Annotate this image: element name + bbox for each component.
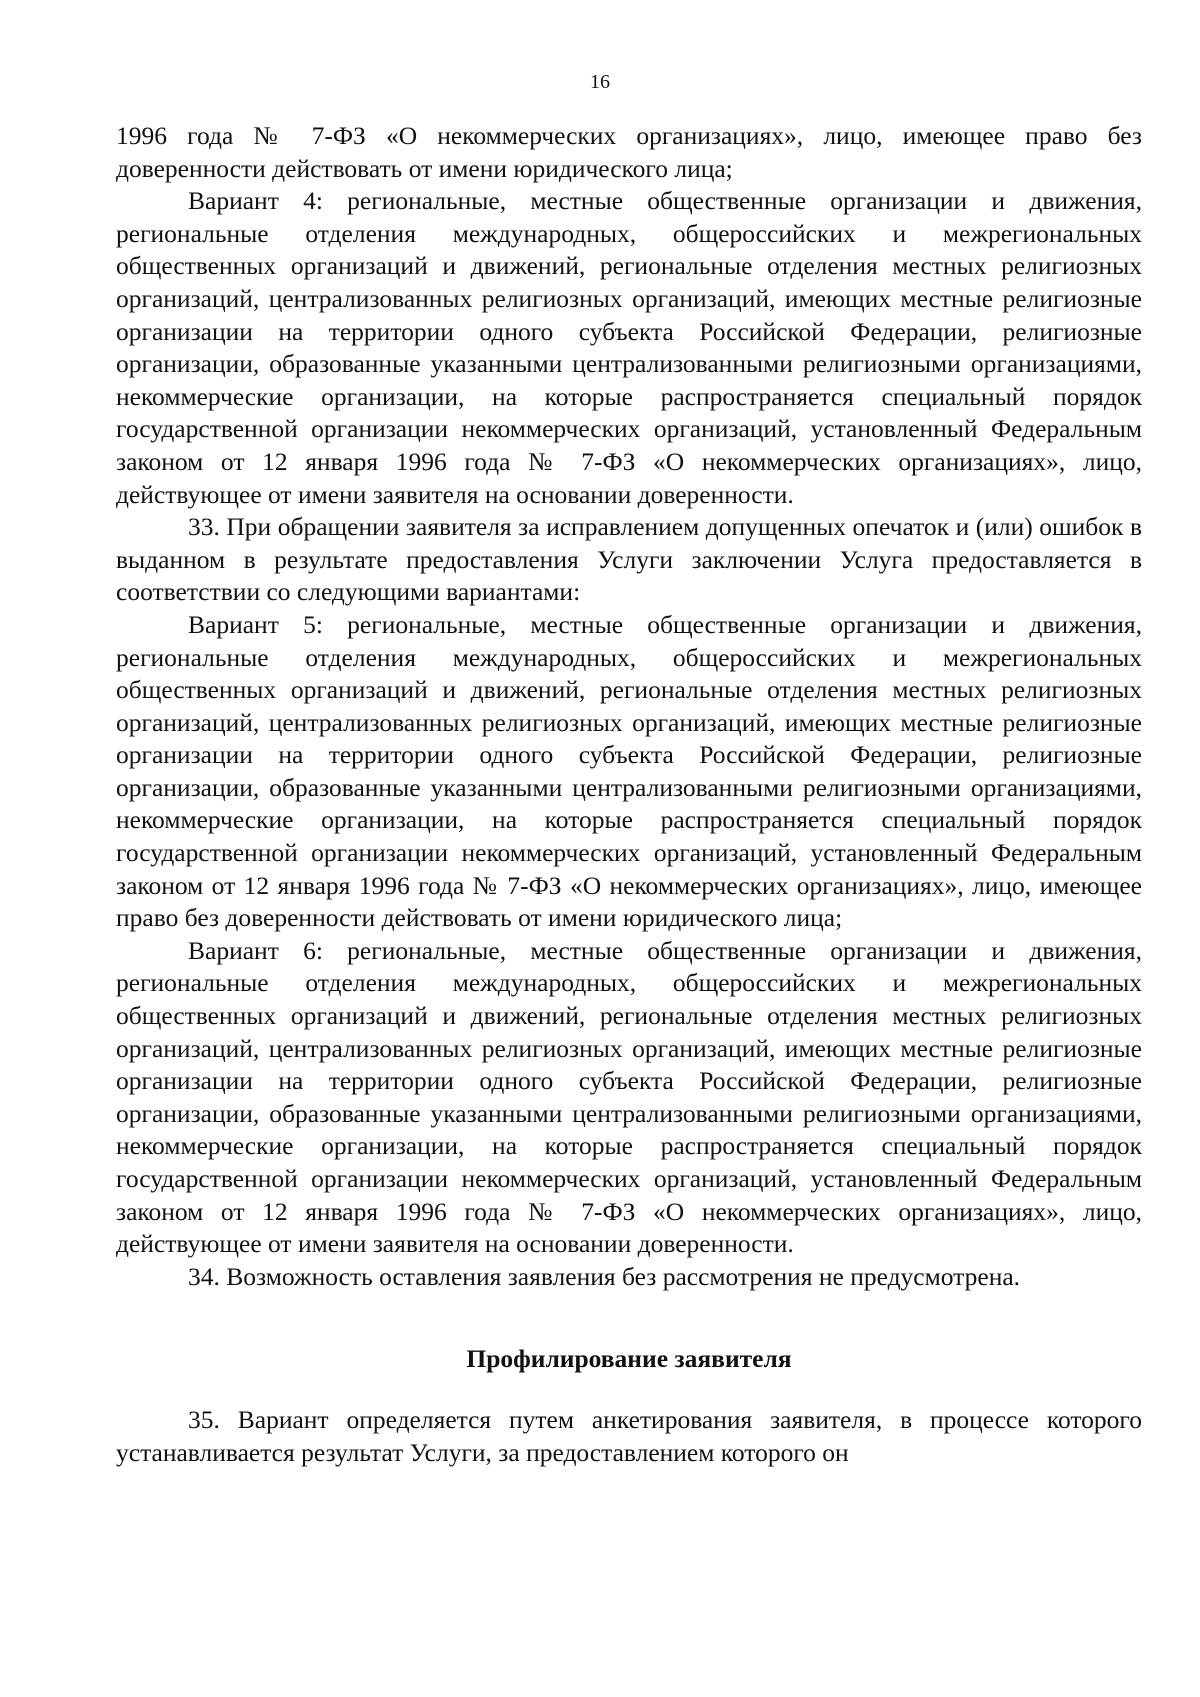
paragraph-clause-33: 33. При обращении заявителя за исправлением допущенных опечаток и (или) ошибок в выданном в результате предоставления Услуги заключении Услуга предоставляется в соответствии со следующими вариантами:: [116, 512, 1142, 607]
paragraph-clause-35: 35. Вариант определяется путем анкетирования заявителя, в процессе которого устанавливается результат Услуги, за предоставлением которого он: [116, 1404, 1142, 1467]
paragraph-variant-6: Вариант 6: региональные, местные общественные организации и движения, региональные отделения международных, общероссийских и межрегиональных общественных организаций и движений, региональные отделения местных религиозных организаций, централизованных религиозных организаций, имеющих местные религиозные организации на территории одного субъекта Российской Федерации, религиозные организации, образованные указанными централизованными религиозными организациями, некоммерческие организации, на которые распространяется специальный порядок государственной организации некоммерческих организаций, установленный Федеральным законом от 12 января 1996 года № 7-ФЗ «О некоммерческих организациях», лицо, действующее от имени заявителя на основании доверенности.: [116, 935, 1142, 1259]
paragraph-variant-5: Вариант 5: региональные, местные общественные организации и движения, региональные отделения международных, общероссийских и межрегиональных общественных организаций и движений, региональные отделения местных религиозных организаций, централизованных религиозных организаций, имеющих местные религиозные организации на территории одного субъекта Российской Федерации, религиозные организации, образованные указанными централизованными религиозными организациями, некоммерческие организации, на которые распространяется специальный порядок государственной организации некоммерческих организаций, установленный Федеральным законом от 12 января 1996 года № 7-ФЗ «О некоммерческих организациях», лицо, имеющее право без доверенности действовать от имени юридического лица;: [116, 609, 1142, 933]
section-heading: Профилирование заявителя: [466, 1344, 792, 1374]
paragraph-continuation: 1996 года № 7-ФЗ «О некоммерческих организациях», лицо, имеющее право без доверенности действовать от имени юридического лица;: [116, 121, 1142, 183]
paragraph-variant-4: Вариант 4: региональные, местные общественные организации и движения, региональные отделения международных, общероссийских и межрегиональных общественных организаций и движений, региональные отделения местных религиозных организаций, централизованных религиозных организаций, имеющих местные религиозные организации на территории одного субъекта Российской Федерации, религиозные организации, образованные указанными централизованными религиозными организациями, некоммерческие организации, на которые распространяется специальный порядок государственной организации некоммерческих организаций, установленный Федеральным законом от 12 января 1996 года № 7-ФЗ «О некоммерческих организациях», лицо, действующее от имени заявителя на основании доверенности.: [116, 186, 1142, 509]
document-body: [116, 120, 1142, 1469]
paragraph-clause-34: 34. Возможность оставления заявления без рассмотрения не предусмотрена.: [188, 1261, 1021, 1291]
page-number: 16: [590, 71, 610, 93]
